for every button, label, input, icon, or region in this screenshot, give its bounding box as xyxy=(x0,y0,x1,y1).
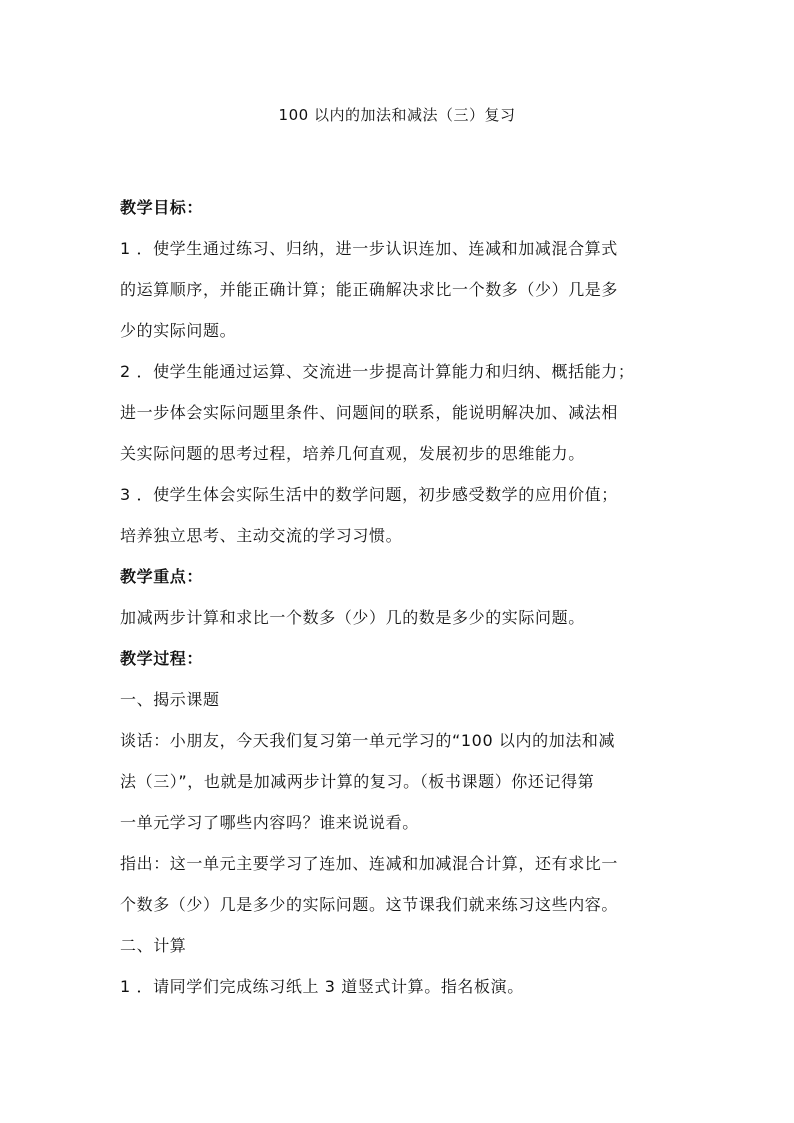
text-line: 谈话：小朋友，今天我们复习第一单元学习的“100 以内的加法和减 xyxy=(120,731,616,750)
text-line: 加减两步计算和求比一个数多（少）几的数是多少的实际问题。 xyxy=(120,608,585,627)
section-heading: 教学重点： xyxy=(120,567,204,586)
text-line: 一、揭示课题 xyxy=(120,690,220,709)
text-line: 关实际问题的思考过程，培养几何直观，发展初步的思维能力。 xyxy=(120,444,585,463)
text-line: 的运算顺序，并能正确计算；能正确解决求比一个数多（少）几是多 xyxy=(120,280,619,299)
section-heading: 教学目标： xyxy=(120,198,204,217)
text-line: 二、计算 xyxy=(120,936,187,955)
text-line: 个数多（少）几是多少的实际问题。这节课我们就来练习这些内容。 xyxy=(120,895,619,914)
text-line: 一单元学习了哪些内容吗？谁来说说看。 xyxy=(120,813,419,832)
text-line: 法（三）”，也就是加减两步计算的复习。（板书课题）你还记得第 xyxy=(120,772,595,791)
text-line: 1 ．请同学们完成练习纸上 3 道竖式计算。指名板演。 xyxy=(120,977,524,996)
text-line: 进一步体会实际问题里条件、问题间的联系，能说明解决加、减法相 xyxy=(120,403,619,422)
document-body xyxy=(120,187,680,1007)
text-line: 2 ．使学生能通过运算、交流进一步提高计算能力和归纳、概括能力； xyxy=(120,362,635,381)
text-line: 少的实际问题。 xyxy=(120,321,237,340)
document-title: 100 以内的加法和减法（三）复习 xyxy=(278,106,516,124)
section-heading: 教学过程： xyxy=(120,649,204,668)
text-line: 3 ．使学生体会实际生活中的数学问题，初步感受数学的应用价值； xyxy=(120,485,618,504)
text-line: 1 ．使学生通过练习、归纳，进一步认识连加、连减和加减混合算式 xyxy=(120,239,618,258)
text-line: 指出：这一单元主要学习了连加、连减和加减混合计算，还有求比一 xyxy=(120,854,619,873)
text-line: 培养独立思考、主动交流的学习习惯。 xyxy=(120,526,403,545)
